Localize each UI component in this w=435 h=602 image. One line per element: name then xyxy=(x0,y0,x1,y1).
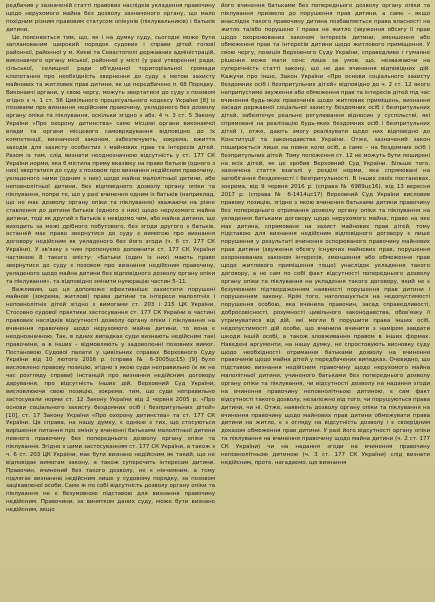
left-text-column xyxy=(4,3,215,602)
paragraph: редбачив у зазначеній статті правових наслідків укладення правочину щодо нерухомого майна без дозволу зазначеного органу, що мало похідним різним правовим статусом опікунів (піклувальників) і батьків дитини. xyxy=(6,3,215,33)
paragraph: Це пояснюється тим, що, як і на думку суду, сьогодні може бути запланованим широкий порядок судових і справи дітей голові районної, районної у м. Києві та Севастополі державних адміністрацій, виконавчого органу міської, районної у місті (у разі утворення) ради, сільської, селищної ради об'єднаної територіальної громади клопотання про необхідність звернення до суду з метою захисту майнових та житлових прав дитини, як це передбачено п. 68 Порядку. Виконавчі органи, у свою чергу, можуть звертатися до суду з позовом згідно з ч. 1 ст. 56 Цивільного процесуального кодексу України [8] із позовами про визнання недійсним правочину, укладеного без дозволу органу опіки та піклування, оскільки згідно з абз. 4 ч. 3 ст. 5 Закону України «Про охорону дитинства» саме місцеві органи виконавчої влади та органи місцевого самоврядування відповідно до їх компетенції, визначеної законом, забезпечують, зокрема, вжиття заходів для захисту особистих і майнових прав та інтересів дітей. Разом із тим, слід визнати неоднозначною відсутність у ст. 177 СК України норми, яка б містила пряму вказівку на право батьків (одного з них) звертатися до суду з позовом про визнання недійсним правочину, укладеного ними (одним з них) щодо майна малолітньої дитини, або неповнолітньої дитини, без відповідного дозволу органу опіки та піклування, попри те, що у разі вчинення одним із батьків (наприклад, що не має дозволу органу опіки та піклування) зважаючи на різне ставлення до дитини батьків (одного з них) щодо нерухомого майна дитини, тоді як другий з батьків є невідомо чим, або майна дитини, що виходить за межі дрібного побутового, без згоди другого з батьків, останній має право звернутися до суду з вимогою про визнання договору недійсним як укладеного без його згоди (ч. 6 ст. 177 СК України). У зв'язку з чим пропонуємо доповнити ст. 177 СК України частиною 8 такого змісту: «Батьки (один із них) мають право звернутися до суду з позовом про визнання недійсним правочину, укладеного щодо майна дитини без відповідного дозволу органу опіки та піклування», та відповідно змінити нумерацію частин 5–11. xyxy=(6,34,215,285)
right-text-column xyxy=(221,3,431,602)
paragraph: його вчинення батьками без попереднього дозволу органу опіки та піклування призвело до порушення прав дитини, а саме – якщо внаслідок такого правочину дитина позбавляється права власності на житло та/або порушено ї права на житло (звуження обсягу її прав щодо охоронюваних законом інтересів дитини, зменшення або обмеження прав та інтересів дитини щодо житлового приміщення. У свою чергу, позиція Верховного Суду України, справедливе і гуманне рішення може мати сенс лише за умов, що, незважаючи на суперечність статті закону, що не дає вчинення відповідних дій. Кажучи про інше, Закон України «Про основи соціального захисту бездомних осіб і безпритульних дітей» відповідно до ч. 2 ст. 12 якого неприпустиме звуження або обмеження прав та інтересів дітей під час вчинення будь-яких правочинів щодо житлових приміщень, визнання засади державної соціальної захисту бездомних осіб і безпритульних дітей, забезпечує реальне регулювання відносин у суспільстві, які спрямовані на реалізацію будь-яких бездомних осіб і безпритульних дітей і, отже, дають змогу реалізувати щодо них відповідно до Конституції та законодавства України. Отже, зазначений закон поширюється лише на певне коло осіб, а саме – на бездомних осіб і безпритульних дітей. Тому положення ст. 12 не можуть бути поширені на всіх дітей, як це зробив Верховний Суд України. Більше того, зазначена стаття взагалі у розділі норми, яка спрямовані на запобігання бездомності і безпритульності. В інших своїх постановах, зокрема, від 9 червня 2016 р. (справа № 6989цс16), від 13 вересня 2017 р. (справа № 6-1414цс17) Верховний Суд України висловив правову позицію, згідно з якою вчинення батьками дитини правочину без попереднього отримання дозволу органу опіки та піклування на укладення батьками договору щодо нерухомого майна, право на яке має дитина, спрямоване на захист майнових прав дітей, тому підставою для визнання недійсним відповідного договору є лише порушення у результаті вчинення оспорюваного правочину майнових прав дитини (звуження обсягу існуючих майнових прав, порушення охоронюваних законом інтересів, зменшення або обмеження прав щодо житлового приміщення тощо) унаслідок укладення такого договору, а не сам по собі факт відсутності попереднього дозволу органу опіки та піклування на укладення такого договору, який не є безумовним підтвердженням наявності порушення прав дитини і порушенням закону. Крім того, наголошується на недопустимості порушення особою, яка вчинила правочин, засад справедливості, добросовісності, розумності цивільного законодавства, обов'язку її утримуватися від дій, які могли б порушити права інших осіб, недопустимості дій особи, що вчинила вчинити з наміром завдати шкоди іншій особі, а також зловживання правом в інших формах. Наведені аргументи, на нашу думку, не спростовують висновку суду щодо необхідності отримання батьками дозволу на вчинення правочинів щодо майна дітей у передбачених випадках. Очевидно, що підставою визнання недійсним правочину щодо нерухомого майна малолітньої дитини, учиненого батьками без попереднього дозволу органу опіки та піклування, чи відсутності дозволу на надання згоди на вчинення правочину неповнолітньою дитиною, є сам факт відсутності такого дозволу, незалежно від того, чи порушуються права дитини, чи ні. Отже, наявність дозволу органу опіки та піклування на вчинення правочину щодо майнових прав дитини обмежувати права дитини на житло, є з огляду на відсутність дозволу і є своєрідним доказом обмеження прав дитини. У разі його відсутності органу опіки та піклування на вчинення правочину щодо майна дитини (ч. 2 ст. 177 СК України) чи на надання згоди на вчинення правочину неповнолітньою дитиною (ч. 3 ст. 177 СК України) слід визнати недійсним, проте, нагадаємо, що визнання xyxy=(221,3,430,466)
paragraph: Важливим, що ця допоможе ефективніше захистити порушені майнові (зокрема, житлові) права дитини та інтереси малолітніх і неповнолітніх дітей згідно з вимогами ст. 203 і 215 ЦК України. Стосовно судової практики застосування ст. 177 СК України в частині правових наслідків відсутності дозволу органу опіки і піклування на вчинення правочину щодо нерухомого майна дитини, то вона є неоднозначною. Так, в одних випадках суди визнають недійсним такі правочини, а в інших – відмовляють у задоволенні позовних вимог. Постановою Судової палати у цивільних справах Верховного Суду України від 10 лютого 2016 р. (справа № 6-3005цс15) [9] було висловлено правову позицію, згідно з якою суди неправильно (в як на час розгляду справи) інстанцій про визнання недійсним договору дарування, про відсутність інших дій. Верховний Суд України, висловлюючи свою позицію, зокрема, тим, що суди неправильно застосували норми ст. 12 Закону України від 2 червня 2005 р. «Про основи соціального захисту бездомних осіб і безпритульних дітей» [10], ст. 17 Закону України «Про охорону дитинства» та ст. 177 СК України. Ця справа, на нашу думку, є однією з тих, що стосуються вирішення питання про зміни у вчиненні батьками малолітньої дитини певного правочину без попереднього дозволу органу опіки та піклування. Згідно з цими застосуванням ст. 177 СК України, а також з ч. 6 ст. 203 ЦК України, має бути визнано недійсним як такий, що не відповідає вимогам закону, а також суперечить інтересам дитини. Правочин, вчинений без такого дозволу, не є нікчемним, а тому підлягає визнанню недійсним лише у судовому порядку, за позовом зацікавленої особи. Саме ж по собі відсутність дозволу органу опіки та піклування не є безумовною підставою для визнання правочину недійсним. Правочини, за винятком даних суду, може бути визнано недійсним, якщо xyxy=(6,286,215,513)
